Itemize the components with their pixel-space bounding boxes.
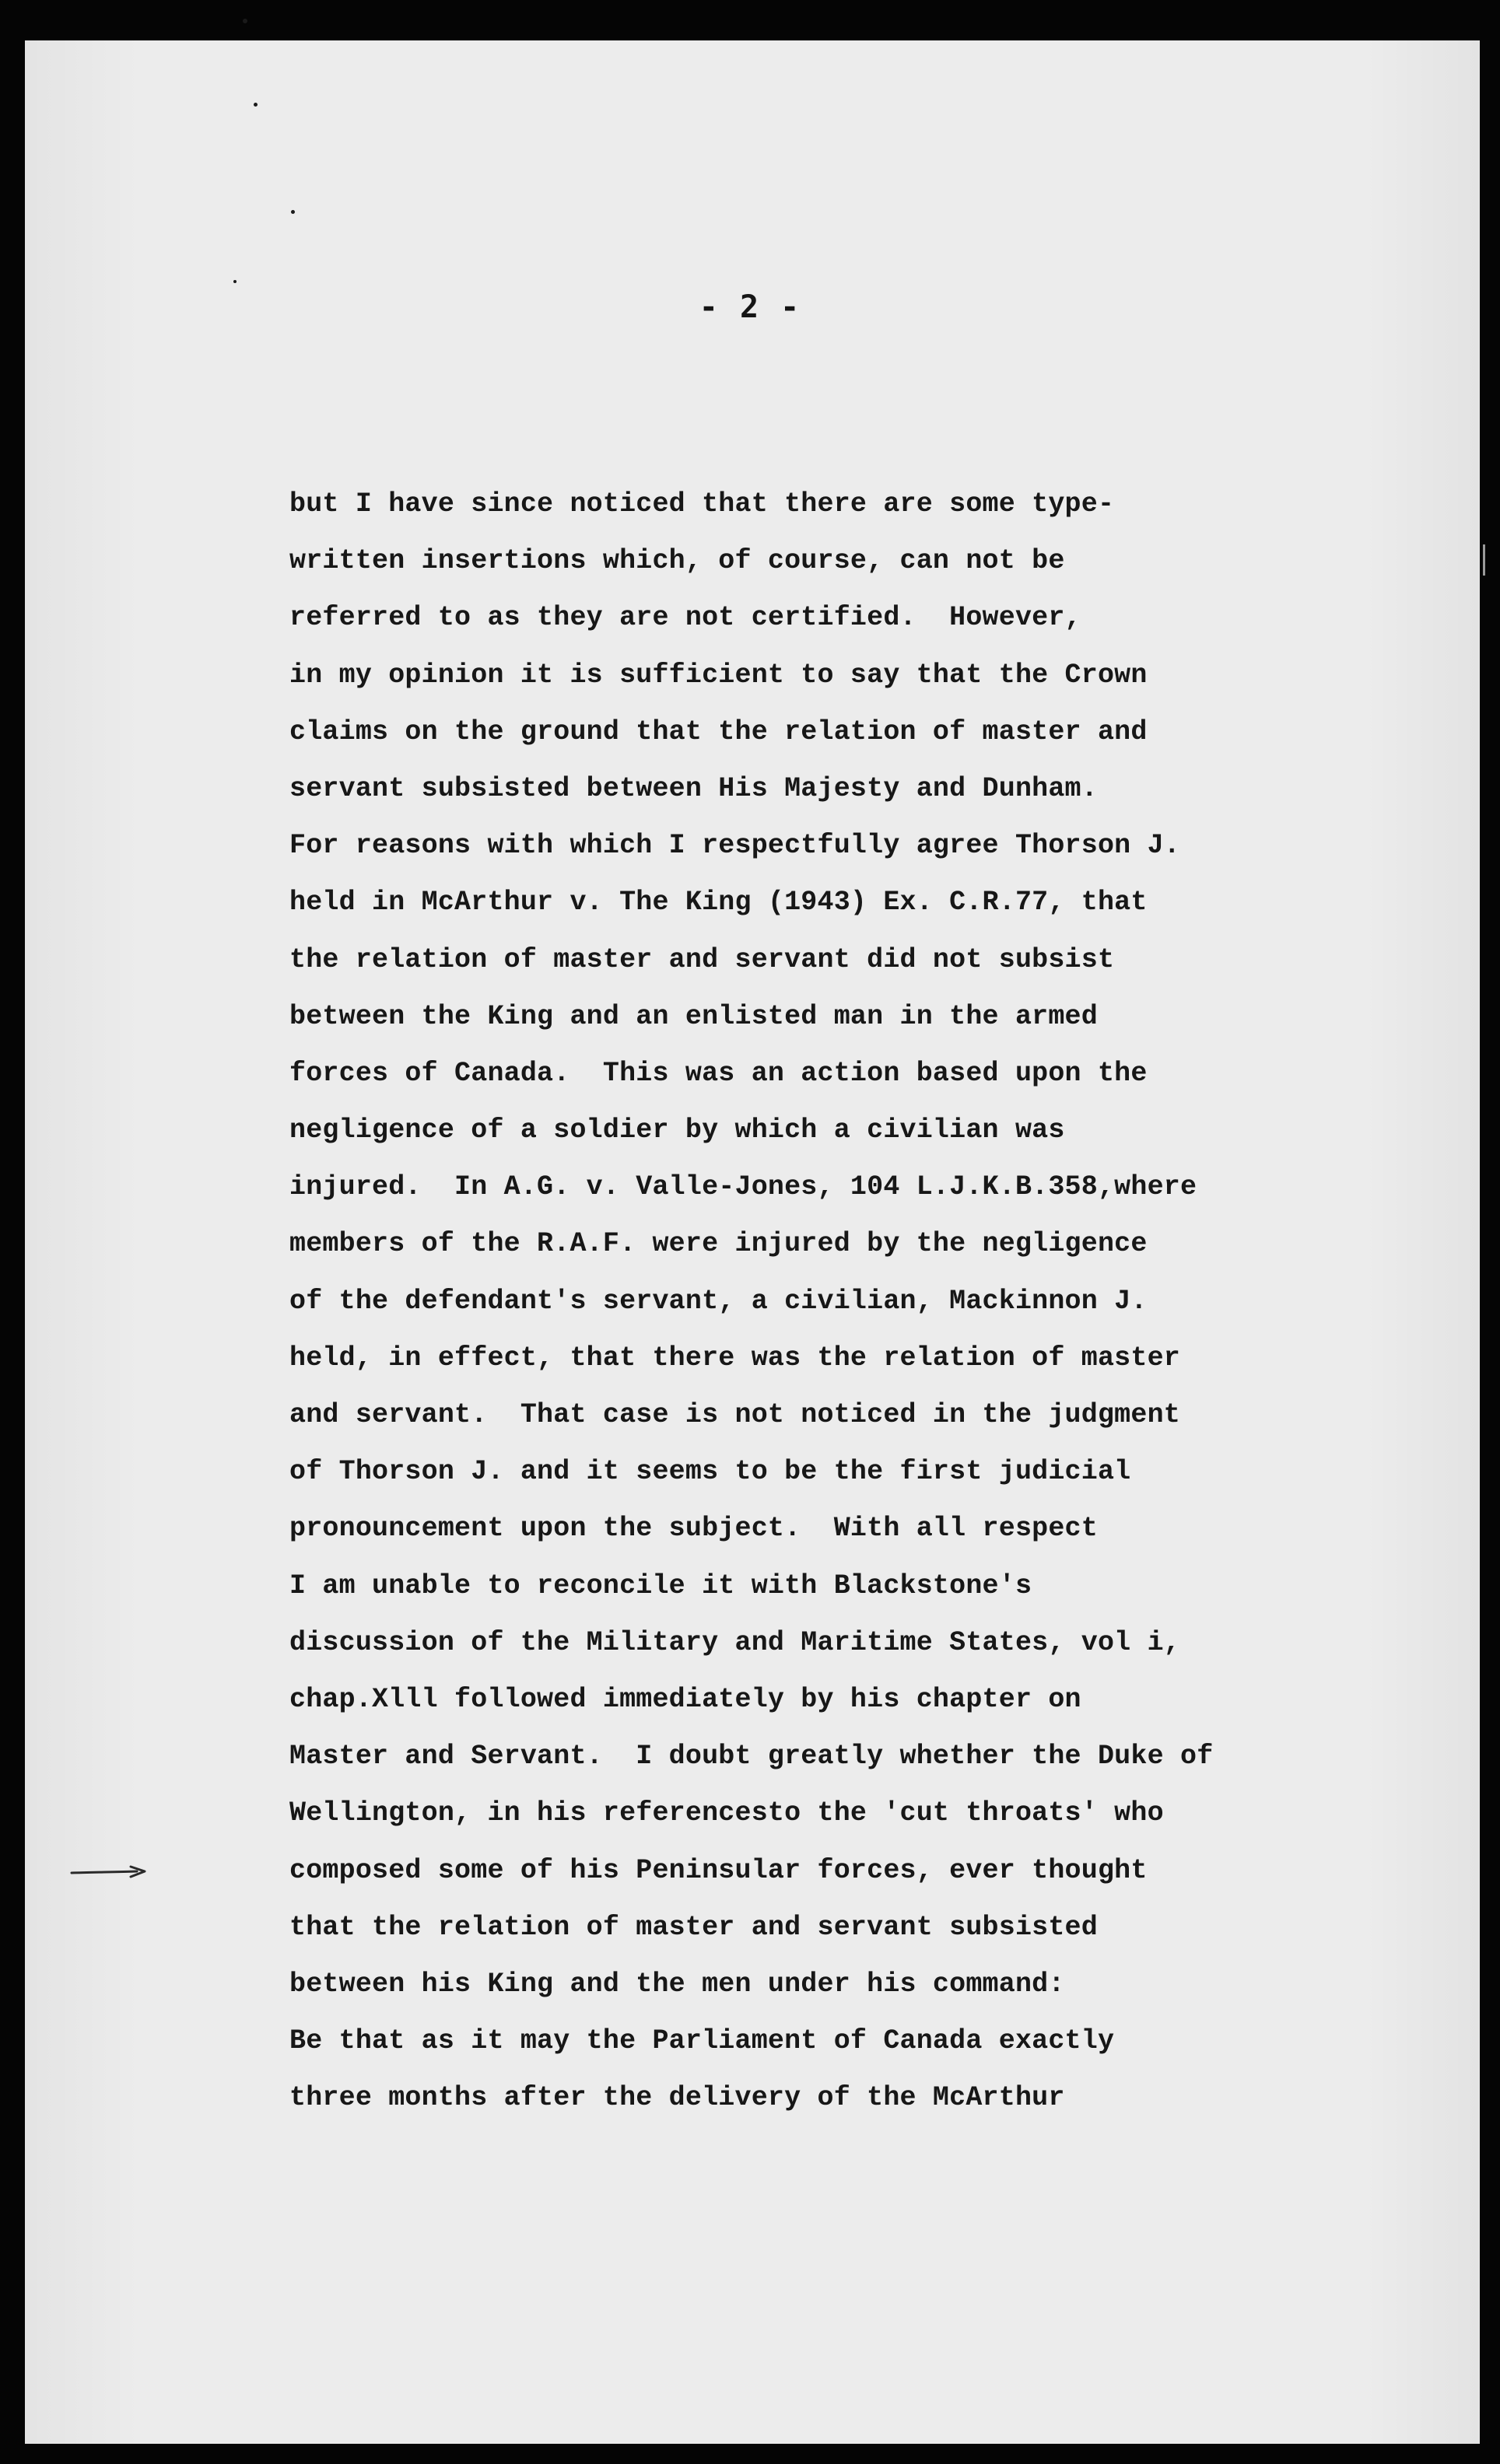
- text-line: three months after the delivery of the McArthur: [289, 2082, 1065, 2114]
- dust-speck: [291, 210, 295, 214]
- text-line: forces of Canada. This was an action based upon the: [289, 1057, 1148, 1089]
- text-line: between his King and the men under his command:: [289, 1968, 1065, 2000]
- margin-arrow-icon: [68, 1860, 154, 1884]
- text-line: and servant. That case is not noticed in the judgment: [289, 1399, 1180, 1430]
- text-line: referred to as they are not certified. However,: [289, 602, 1081, 634]
- text-line: discussion of the Military and Maritime States, vol i,: [289, 1626, 1180, 1658]
- text-line: but I have since noticed that there are some type-: [289, 488, 1115, 520]
- text-line: I am unable to reconcile it with Blackstone's: [289, 1570, 1032, 1601]
- text-line: Be that as it may the Parliament of Canada exactly: [289, 2025, 1115, 2057]
- dust-speck: [233, 280, 237, 283]
- text-line: held, in effect, that there was the relation of master: [289, 1342, 1180, 1374]
- page-number: - 2 -: [699, 289, 801, 325]
- text-line: injured. In A.G. v. Valle-Jones, 104 L.J.K.B.358,where: [289, 1171, 1197, 1203]
- text-line: between the King and an enlisted man in the armed: [289, 1000, 1098, 1032]
- text-line: negligence of a soldier by which a civilian was: [289, 1115, 1065, 1146]
- dust-speck: [254, 103, 258, 107]
- text-line: chap.Xlll followed immediately by his chapter on: [289, 1683, 1081, 1715]
- body-text: [289, 476, 1488, 2126]
- text-line: the relation of master and servant did not subsist: [289, 943, 1115, 975]
- text-line: pronouncement upon the subject. With all respect: [289, 1513, 1098, 1545]
- text-line: in my opinion it is sufficient to say that the Crown: [289, 659, 1148, 691]
- text-line: of the defendant's servant, a civilian, Mackinnon J.: [289, 1285, 1148, 1317]
- text-line: of Thorson J. and it seems to be the first judicial: [289, 1456, 1131, 1488]
- text-line: claims on the ground that the relation of master and: [289, 716, 1148, 747]
- text-line: servant subsisted between His Majesty and Dunham.: [289, 772, 1098, 804]
- text-line: that the relation of master and servant subsisted: [289, 1911, 1098, 1943]
- text-line: composed some of his Peninsular forces, ever thought: [289, 1854, 1148, 1886]
- text-line: For reasons with which I respectfully agree Thorson J.: [289, 830, 1180, 862]
- text-line: Wellington, in his referencesto the 'cut throats' who: [289, 1797, 1164, 1829]
- text-line: members of the R.A.F. were injured by the negligence: [289, 1228, 1148, 1260]
- dust-speck: [243, 19, 247, 23]
- text-line: held in McArthur v. The King (1943) Ex. C.R.77, that: [289, 887, 1148, 919]
- text-line: Master and Servant. I doubt greatly whether the Duke of: [289, 1741, 1214, 1773]
- text-line: written insertions which, of course, can not be: [289, 545, 1065, 577]
